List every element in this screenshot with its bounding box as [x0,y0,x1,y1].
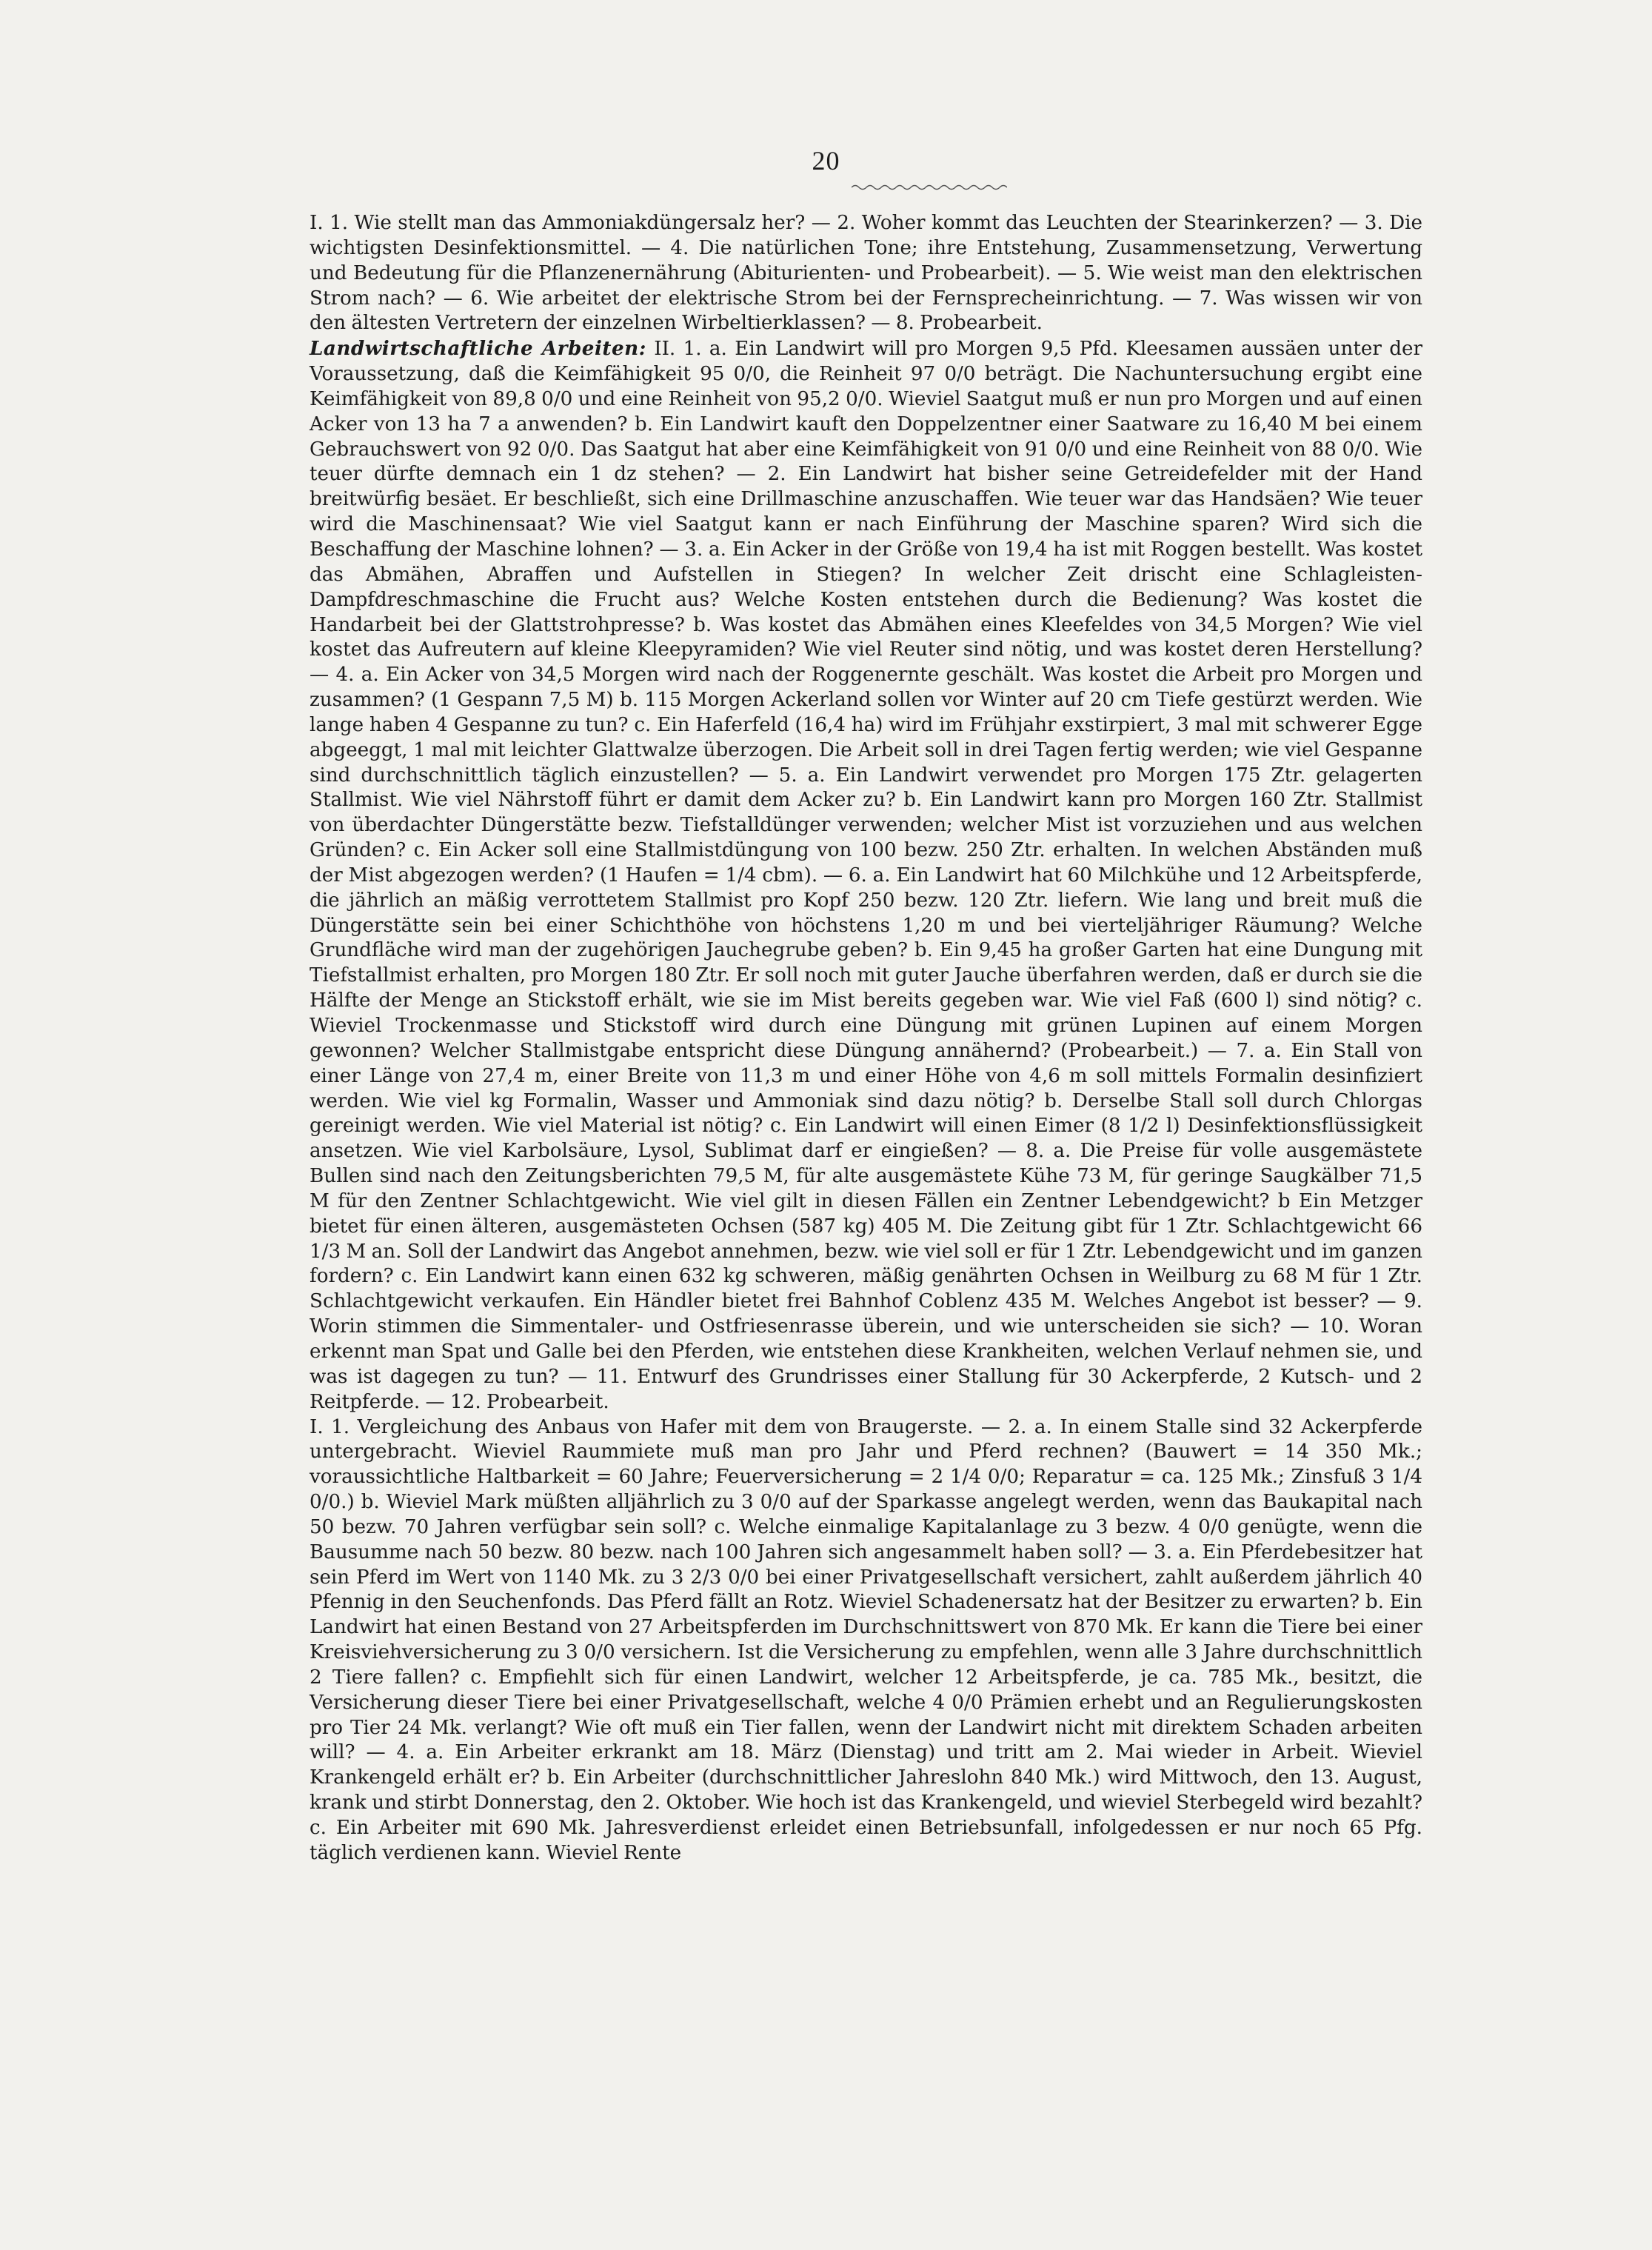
decorative-rule [852,184,1007,191]
paragraph-text: I. 1. Vergleichung des Anbaus von Hafer mit dem von Braugerste. — 2. a. In einem Stalle sind 32 Ackerpferde untergebracht. Wieviel Raummiete muß man pro Jahr und Pferd rechnen? (Bauwert = 14 350 Mk.; voraussichtliche Haltbarkeit = 60 Jahre; Feuerversicherung = 2 1/4 0/0; Reparatur = ca. 125 Mk.; Zinsfuß 3 1/4 0/0.) b. Wieviel Mark müßten alljährlich zu 3 0/0 auf der Sparkasse angelegt werden, wenn das Baukapital nach 50 bezw. 70 Jahren verfügbar sein soll? c. Welche einmalige Kapitalanlage zu 3 bezw. 4 0/0 genügte, wenn die Bausumme nach 50 bezw. 80 bezw. nach 100 Jahren sich angesammelt haben soll? — 3. a. Ein Pferdebesitzer hat sein Pferd im Wert von 1140 Mk. zu 3 2/3 0/0 bei einer Privatgesellschaft versichert, zahlt außerdem jährlich 40 Pfennig in den Seuchenfonds. Das Pferd fällt an Rotz. Wieviel Schadenersatz hat der Besitzer zu erwarten? b. Ein Landwirt hat einen Bestand von 27 Arbeitspferden im Durchschnittswert von 870 Mk. Er kann die Tiere bei einer Kreisviehversicherung zu 3 0/0 versichern. Ist die Versicherung zu empfehlen, wenn alle 3 Jahre durchschnittlich 2 Tiere fallen? c. Empfiehlt sich für einen Landwirt, welcher 12 Arbeitspferde, je ca. 785 Mk., besitzt, die Versicherung dieser Tiere bei einer Privatgesellschaft, welche 4 0/0 Prämien erhebt und an Regulierungskosten pro Tier 24 Mk. verlangt? Wie oft muß ein Tier fallen, wenn der Landwirt nicht mit direktem Schaden arbeiten will? — 4. a. Ein Arbeiter erkrankt am 18. März (Dienstag) und tritt am 2. Mai wieder in Arbeit. Wieviel Krankengeld erhält er? b. Ein Arbeiter (durchschnittlicher Jahreslohn 840 Mk.) wird Mittwoch, den 13. August, krank und stirbt Donnerstag, den 2. Oktober. Wie hoch ist das Krankengeld, und wieviel Sterbegeld wird bezahlt? c. Ein Arbeiter mit 690 Mk. Jahresverdienst erleidet einen Betriebsunfall, infolgedessen er nur noch 65 Pfg. täglich verdienen kann. Wieviel Rente [310,1415,1422,1864]
page-number: 20 [812,146,840,176]
paragraph-section-1 [310,211,1422,336]
paragraph-text: II. 1. a. Ein Landwirt will pro Morgen 9,5 Pfd. Kleesamen aussäen unter der Voraussetzung, daß die Keimfähigkeit 95 0/0, die Reinheit 97 0/0 beträgt. Die Nachuntersuchung ergibt eine Keimfähigkeit von 89,8 0/0 und eine Reinheit von 95,2 0/0. Wieviel Saatgut muß er nun pro Morgen und auf einen Acker von 13 ha 7 a anwenden? b. Ein Landwirt kauft den Doppelzentner einer Saatware zu 16,40 M bei einem Gebrauchswert von 92 0/0. Das Saatgut hat aber eine Keimfähigkeit von 91 0/0 und eine Reinheit von 88 0/0. Wie teuer dürfte demnach ein 1 dz stehen? — 2. Ein Landwirt hat bisher seine Getreidefelder mit der Hand breitwürfig besäet. Er beschließt, sich eine Drillmaschine anzuschaffen. Wie teuer war das Handsäen? Wie teuer wird die Maschinensaat? Wie viel Saatgut kann er nach Einführung der Maschine sparen? Wird sich die Beschaffung der Maschine lohnen? — 3. a. Ein Acker in der Größe von 19,4 ha ist mit Roggen bestellt. Was kostet das Abmähen, Abraffen und Aufstellen in Stiegen? In welcher Zeit drischt eine Schlagleisten-Dampfdreschmaschine die Frucht aus? Welche Kosten entstehen durch die Bedienung? Was kostet die Handarbeit bei der Glattstrohpresse? b. Was kostet das Abmähen eines Kleefeldes von 34,5 Morgen? Wie viel kostet das Aufreutern auf kleine Kleepyramiden? Wie viel Reuter sind nötig, und was kostet deren Herstellung? — 4. a. Ein Acker von 34,5 Morgen wird nach der Roggenernte geschält. Was kostet die Arbeit pro Morgen und zusammen? (1 Gespann 7,5 M) b. 115 Morgen Ackerland sollen vor Winter auf 20 cm Tiefe gestürzt werden. Wie lange haben 4 Gespanne zu tun? c. Ein Haferfeld (16,4 ha) wird im Frühjahr exstirpiert, 3 mal mit schwerer Egge abgeeggt, 1 mal mit leichter Glattwalze überzogen. Die Arbeit soll in drei Tagen fertig werden; wie viel Gespanne sind durchschnittlich täglich einzustellen? — 5. a. Ein Landwirt verwendet pro Morgen 175 Ztr. gelagerten Stallmist. Wie viel Nährstoff führt er damit dem Acker zu? b. Ein Landwirt kann pro Morgen 160 Ztr. Stallmist von überdachter Düngerstätte bezw. Tiefstalldünger verwenden; welcher Mist ist vorzuziehen und aus welchen Gründen? c. Ein Acker soll eine Stallmistdüngung von 100 bezw. 250 Ztr. erhalten. In welchen Abständen muß der Mist abgezogen werden? (1 Haufen = 1/4 cbm). — 6. a. Ein Landwirt hat 60 Milchkühe und 12 Arbeitspferde, die jährlich an mäßig verrottetem Stallmist pro Kopf 250 bezw. 120 Ztr. liefern. Wie lang und breit muß die Düngerstätte sein bei einer Schichthöhe von höchstens 1,20 m und bei vierteljähriger Räumung? Welche Grundfläche wird man der zugehörigen Jauchegrube geben? b. Ein 9,45 ha großer Garten hat eine Dungung mit Tiefstallmist erhalten, pro Morgen 180 Ztr. Er soll noch mit guter Jauche überfahren werden, daß er durch sie die Hälfte der Menge an Stickstoff erhält, wie sie im Mist bereits gegeben war. Wie viel Faß (600 l) sind nötig? c. Wieviel Trockenmasse und Stickstoff wird durch eine Düngung mit grünen Lupinen auf einem Morgen gewonnen? Welcher Stallmistgabe entspricht diese Düngung annähernd? (Probearbeit.) — 7. a. Ein Stall von einer Länge von 27,4 m, einer Breite von 11,3 m und einer Höhe von 4,6 m soll mittels Formalin desinfiziert werden. Wie viel kg Formalin, Wasser und Ammoniak sind dazu nötig? b. Derselbe Stall soll durch Chlorgas gereinigt werden. Wie viel Material ist nötig? c. Ein Landwirt will einen Eimer (8 1/2 l) Desinfektionsflüssigkeit ansetzen. Wie viel Karbolsäure, Lysol, Sublimat darf er eingießen? — 8. a. Die Preise für volle ausgemästete Bullen sind nach den Zeitungsberichten 79,5 M, für alte ausgemästete Kühe 73 M, für geringe Saugkälber 71,5 M für den Zentner Schlachtgewicht. Wie viel gilt in diesen Fällen ein Zentner Lebendgewicht? b Ein Metzger bietet für einen älteren, ausgemästeten Ochsen (587 kg) 405 M. Die Zeitung gibt für 1 Ztr. Schlachtgewicht 66 1/3 M an. Soll der Landwirt das Angebot annehmen, bezw. wie viel soll er für 1 Ztr. Lebendgewicht und im ganzen fordern? c. Ein Landwirt kann einen 632 kg schweren, mäßig genährten Ochsen in Weilburg zu 68 M für 1 Ztr. Schlachtgewicht verkaufen. Ein Händler bietet frei Bahnhof Coblenz 435 M. Welches Angebot ist besser? — 9. Worin stimmen die Simmentaler- und Ostfriesenrasse überein, und wie unterscheiden sie sich? — 10. Woran erkennt man Spat und Galle bei den Pferden, wie entstehen diese Krankheiten, welchen Verlauf nehmen sie, und was ist dagegen zu tun? — 11. Entwurf des Grundrisses einer Stallung für 30 Ackerpferde, 2 Kutsch- und 2 Reitpferde. — 12. Probearbeit. [310,338,1422,1413]
section-heading: Landwirtschaftliche Arbeiten: [310,337,646,361]
body-text [310,211,1422,1866]
paragraph-text: I. 1. Wie stellt man das Ammoniakdüngersalz her? — 2. Woher kommt das Leuchten der Stearinkerzen? — 3. Die wichtigsten Desinfektionsmittel. — 4. Die natürlichen Tone; ihre Entstehung, Zusammensetzung, Verwertung und Bedeutung für die Pflanzenernährung (Abiturienten- und Probearbeit). — 5. Wie weist man den elektrischen Strom nach? — 6. Wie arbeitet der elektrische Strom bei der Fernsprecheinrichtung. — 7. Was wissen wir von den ältesten Vertretern der einzelnen Wirbeltierklassen? — 8. Probearbeit. [310,212,1422,335]
paragraph-section-2 [310,336,1422,1415]
paragraph-section-3 [310,1415,1422,1866]
